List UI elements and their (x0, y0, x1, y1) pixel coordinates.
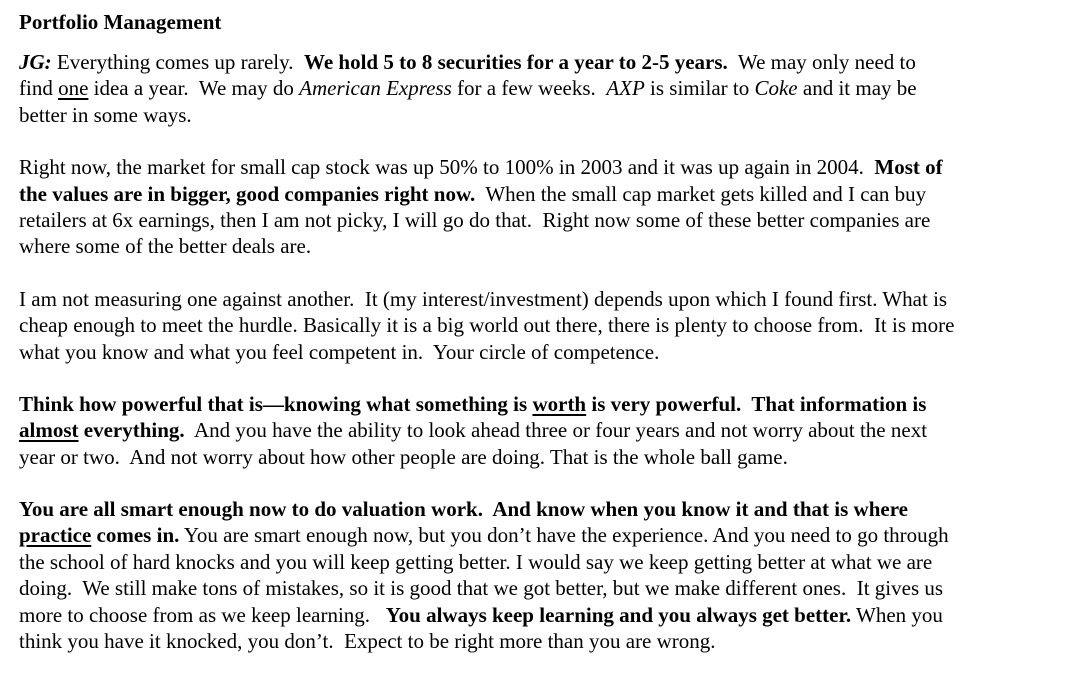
text-line (19, 575, 1080, 601)
text-run: the school of hard knocks and you will keep getting better. I would say we keep getting better at what we are (19, 549, 933, 574)
text-run: is very powerful. That information is (586, 391, 927, 416)
text-run: When the small cap market gets killed and I can buy (475, 181, 927, 206)
text-run: idea a year. We may do (88, 76, 300, 101)
text-run: And you have the ability to look ahead three or four years and not worry about the next (184, 418, 928, 443)
text-run: Coke (754, 76, 798, 101)
text-line (19, 602, 1080, 628)
text-line (19, 154, 1080, 180)
text-run: think you have it knocked, you don’t. Expect to be right more than you are wrong. (19, 629, 716, 654)
text-run: American Express (299, 76, 452, 101)
text-run: where some of the better deals are. (19, 234, 312, 259)
text-line (19, 312, 1080, 338)
paragraph (19, 154, 1080, 260)
text-line (19, 391, 1080, 417)
text-line (19, 102, 1080, 128)
text-run: cheap enough to meet the hurdle. Basically it is a big world out there, there is plenty to choose from. It is more (19, 313, 955, 338)
text-run: You are smart enough now, but you don’t have the experience. And you need to go through (179, 523, 949, 548)
text-run: doing. We still make tons of mistakes, so it is good that we got better, but we make different ones. It gives us (19, 576, 944, 601)
text-line (19, 549, 1080, 575)
text-run: what you know and what you feel competent in. Your circle of competence. (19, 339, 660, 364)
text-run: almost (19, 418, 79, 443)
text-run: JG: (19, 50, 52, 74)
text-run: worth (532, 391, 587, 416)
text-run: everything. (78, 418, 185, 443)
text-run: find (19, 76, 59, 101)
text-run: is similar to (644, 76, 755, 101)
text-run: We hold 5 to 8 securities for a year to 2-5 years. (303, 50, 728, 74)
text-run: Everything comes up rarely. (51, 50, 304, 74)
text-line (19, 628, 1080, 654)
text-line (19, 75, 1080, 101)
text-run: AXP (606, 76, 645, 101)
text-run: We may only need to (727, 50, 916, 74)
paragraph (19, 496, 1080, 654)
text-run: comes in. (91, 523, 180, 548)
text-line (19, 207, 1080, 233)
paragraph (19, 286, 1080, 365)
text-run: Right now, the market for small cap stock was up 50% to 100% in 2003 and it was up again in 2004. (19, 155, 875, 180)
text-line (19, 522, 1080, 548)
text-line (19, 233, 1080, 259)
document-body (19, 49, 1080, 654)
document-title: Portfolio Management (19, 10, 222, 34)
text-line (19, 496, 1080, 522)
text-run: When you (851, 602, 943, 627)
paragraph (19, 49, 1080, 128)
text-line (19, 444, 1080, 470)
text-run: for a few weeks. (451, 76, 607, 101)
text-run: better in some ways. (19, 102, 192, 127)
text-run: more to choose from as we keep learning. (19, 602, 386, 627)
text-line (19, 49, 1080, 75)
text-run: You are all smart enough now to do valuation work. And know when you know it and that is where (19, 497, 908, 522)
text-run: Most of (874, 155, 943, 180)
text-run: the values are in bigger, good companies right now. (19, 181, 476, 206)
text-run: You always keep learning and you always get better. (385, 602, 852, 627)
text-run: retailers at 6x earnings, then I am not picky, I will go do that. Right now some of these better companies are (19, 207, 931, 232)
text-line (19, 417, 1080, 443)
paragraph (19, 391, 1080, 470)
text-run: and it may be (797, 76, 917, 101)
text-run: year or two. And not worry about how other people are doing. That is the whole ball game. (19, 444, 788, 469)
text-line (19, 286, 1080, 312)
text-line (19, 181, 1080, 207)
text-run: Think how powerful that is—knowing what something is (19, 391, 533, 416)
text-line (19, 339, 1080, 365)
text-run: I am not measuring one against another. It (my interest/investment) depends upon which I found first. What is (19, 286, 948, 311)
text-run: one (58, 76, 89, 101)
text-run: practice (19, 523, 92, 548)
